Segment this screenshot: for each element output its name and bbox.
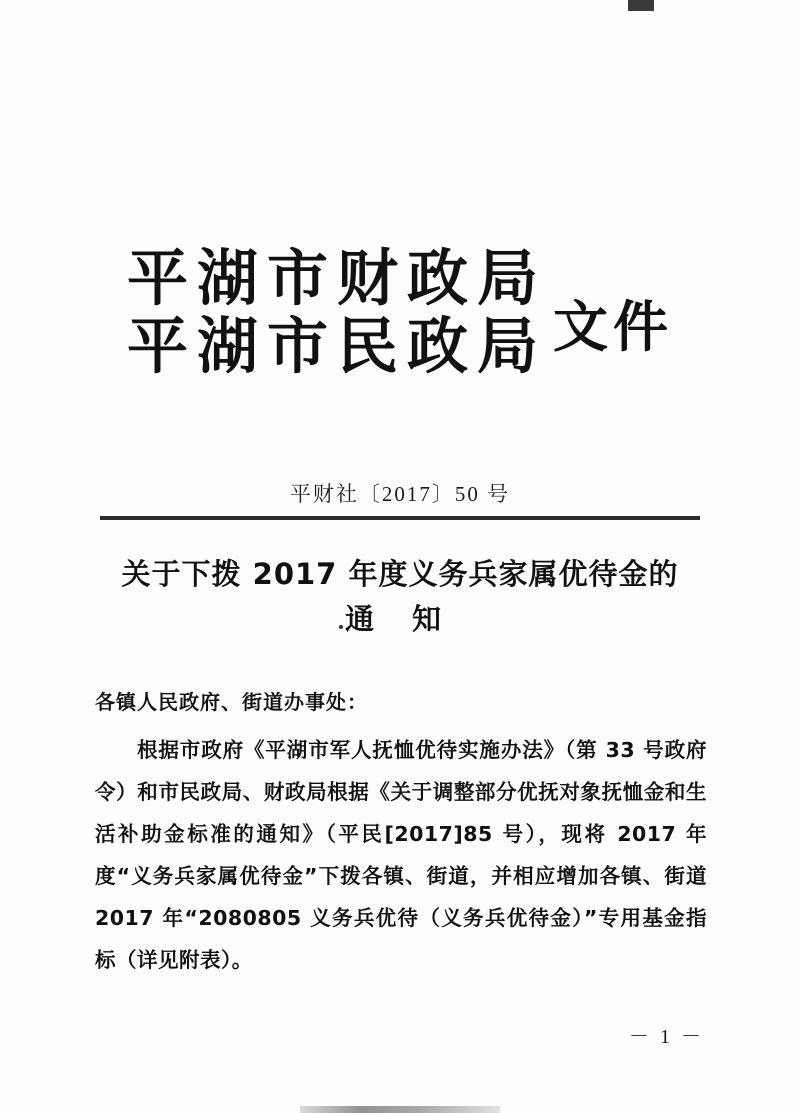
title-line-1: 关于下拨 2017 年度义务兵家属优待金的 xyxy=(121,557,679,591)
masthead xyxy=(0,243,800,383)
page-number: － 1 － xyxy=(629,1026,704,1048)
scan-artifact-bottom xyxy=(300,1106,500,1113)
document-body xyxy=(95,686,707,981)
masthead-document-word: 文件 xyxy=(553,295,674,360)
masthead-org-line-1: 平湖市财政局 xyxy=(126,243,547,314)
scan-artifact-top xyxy=(628,0,654,11)
document-number: 平财社〔2017〕50 号 xyxy=(289,482,511,506)
masthead-org-line-2: 平湖市民政局 xyxy=(126,311,547,383)
title-line-2: 通 知 xyxy=(344,601,456,636)
header-separator-rule xyxy=(100,516,700,520)
document-title xyxy=(90,552,710,642)
masthead-organizations xyxy=(126,243,547,383)
body-paragraph-1: 根据市政府《平湖市军人抚恤优待实施办法》（第 33 号政府令）和市民政局、财政局根据《关于调整部分优抚对象抚恤金和生活补助金标准的通知》（平民[2017]85 号），现将 2017 年度“义务兵家属优待金”下拨各镇、街道，并相应增加各镇、街道 2017 年“2080805 义务兵优待（义务兵优待金）”专用基金指标（详见附表）。 xyxy=(95,738,707,973)
scan-speck xyxy=(339,625,343,629)
salutation: 各镇人民政府、街道办事处： xyxy=(95,690,368,714)
